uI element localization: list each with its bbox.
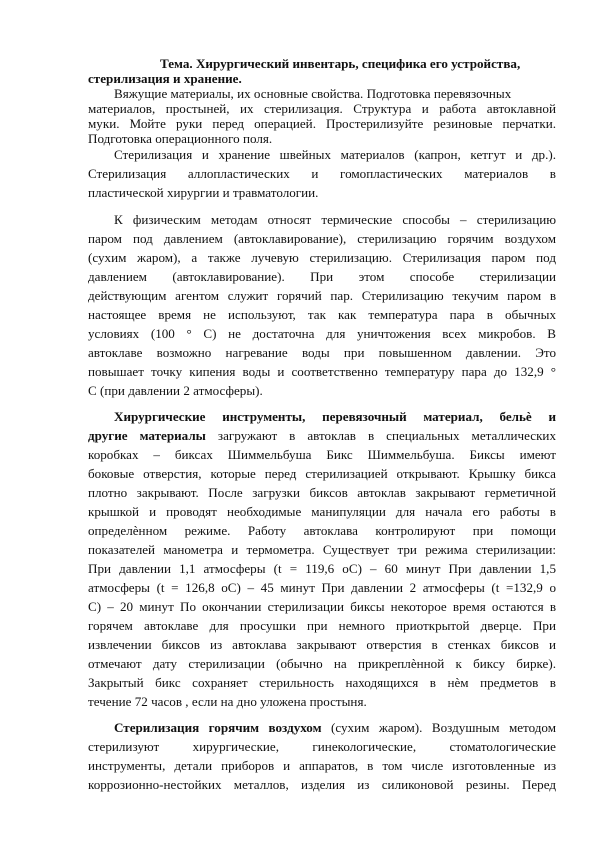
paragraph-line: крышкой и проводят необходимые манипуляции для начала его работы в [88,504,556,519]
paragraph-line: автоклаве возможно нагревание воды при повышенном давлении. Это [88,345,556,360]
intro-line: материалов, простыней, их стерилизация. Структура и работа автоклавной [88,101,556,116]
intro-line: Подготовка операционного поля. [88,131,273,146]
paragraph-line: показателей манометра и термометра. Существует три режима стерилизации: [88,542,556,557]
intro-line: пластической хирургии и травматологии. [88,185,319,200]
paragraph-bold-heading: Хирургические инструменты, перевязочный материал, бельѐ и [114,409,556,424]
paragraph-bold-heading: другие материалы [88,428,206,443]
paragraph-text: загружают в автоклав в специальных металлических [205,428,556,443]
paragraph-line: коробках – биксах Шиммельбуша Бикс Шиммельбуша. Биксы имеют [88,447,556,462]
intro-line: Стерилизация аллопластических и гомопластических материалов в [88,166,556,181]
paragraph-line: горячем автоклаве для просушки при немного приоткрытой дверце. При [88,618,556,633]
paragraph-line: давлением (автоклавирование). При этом способе стерилизации [88,269,556,284]
paragraph-line: настоящее время не используют, так как температура пара в обычных [88,307,556,322]
paragraph-line: С) – 20 минут По окончании стерилизации биксы некоторое время остаются в [88,599,556,614]
paragraph-line: паром под давлением (автоклавирование), стерилизацию горячим воздухом [88,231,556,246]
paragraph-line: определѐнном режиме. Работу автоклава контролируют при помощи [88,523,556,538]
page-title-line-1: Тема. Хирургический инвентарь, специфика его устройства, [160,56,521,71]
paragraph-line: При давлении 1,1 атмосферы (t = 119,6 оС) – 60 минут При давлении 1,5 [88,561,556,576]
paragraph-line: коррозионно-нестойких металлов, изделия из силиконовой резины. Перед [88,777,556,792]
paragraph-line: атмосферы (t = 126,8 оС) – 45 минут При давлении 2 атмосферы (t =132,9 о [88,580,556,595]
paragraph-line: боковые отверстия, которые перед стерилизацией открывают. Крышку бикса [88,466,556,481]
paragraph-line: действующим агентом служит горячий пар. Стерилизацию текучим паром в [88,288,556,303]
paragraph-line: С (при давлении 2 атмосферы). [88,383,263,398]
intro-line: муки. Мойте руки перед операцией. Простерилизуйте резиновые перчатки. [88,116,556,131]
paragraph-line: стерилизуют хирургические, гинекологические, стоматологические [88,739,556,754]
paragraph-line: отмечают дату стерилизации (обычно на прикреплѐнной к биксу бирке). [88,656,556,671]
paragraph-line: условиях (100 ° С) не достаточна для уничтожения всех микробов. В [88,326,556,341]
paragraph-bold-heading: Стерилизация горячим воздухом [114,720,322,735]
intro-line: Вяжущие материалы, их основные свойства. Подготовка перевязочных [114,86,512,101]
paragraph-line: течение 72 часов , если на дно уложена простыня. [88,694,367,709]
paragraph-line: извлечении биксов из автоклава закрывают отверстия в стенках биксов и [88,637,556,652]
paragraph-line [114,719,556,736]
paragraph-text: (сухим жаром). Воздушным методом [321,720,557,735]
paragraph-line [88,427,556,444]
paragraph-line: плотно закрывают. После загрузки биксов автоклав закрывают герметичной [88,485,556,500]
paragraph-line: Закрытый бикс сохраняет стерильность находящихся в нѐм предметов в [88,675,556,690]
paragraph-line: повышает точку кипения воды и соответственно температуру пара до 132,9 ° [88,364,556,379]
paragraph-line: (сухим жаром), а также лучевую стерилизацию. Стерилизация паром под [88,250,556,265]
page-title-line-2: стерилизация и хранение. [88,71,242,86]
intro-line: Стерилизация и хранение швейных материалов (капрон, кетгут и др.). [114,147,556,162]
paragraph-line: К физическим методам относят термические способы – стерилизацию [114,212,556,227]
paragraph-line: инструменты, детали приборов и аппаратов, в том числе изготовленные из [88,758,556,773]
